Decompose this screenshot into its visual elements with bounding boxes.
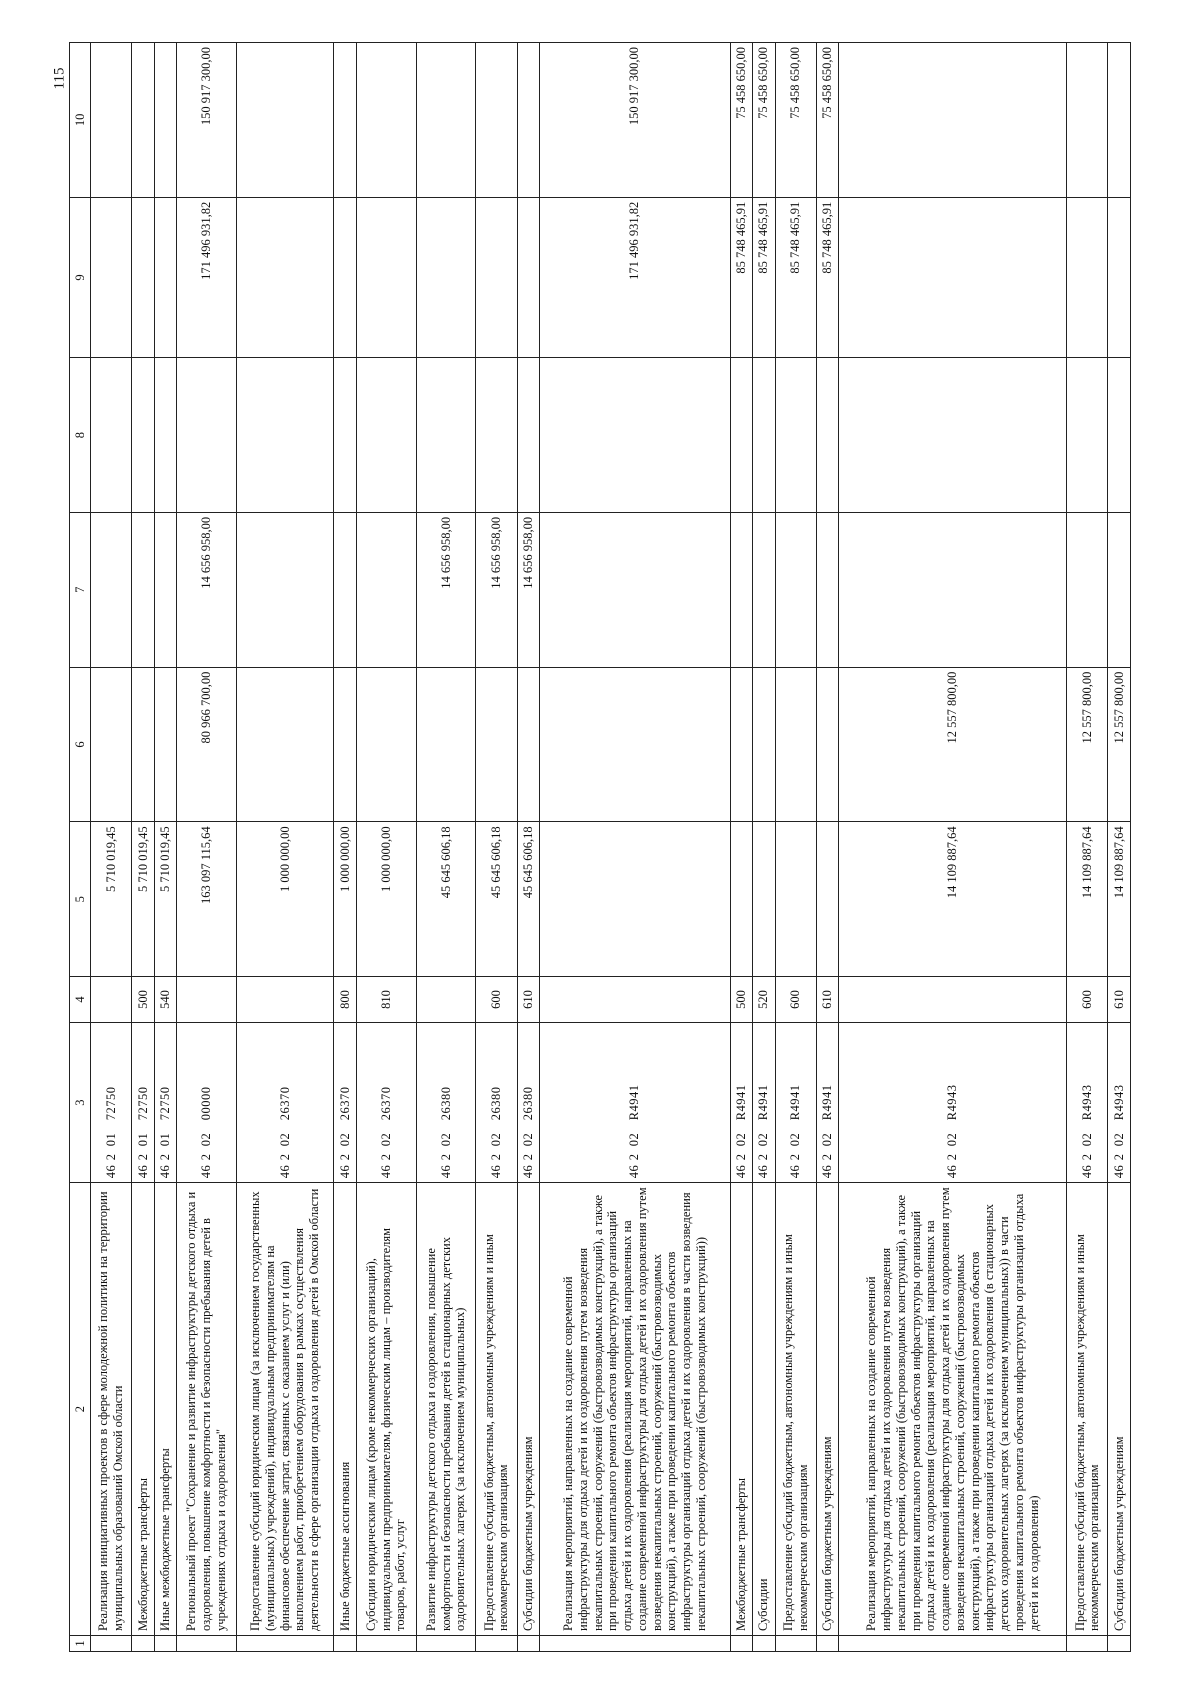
row-code xyxy=(775,1022,816,1182)
row-marker-cell xyxy=(334,1635,356,1651)
row-code-part: 02 xyxy=(199,1132,214,1147)
row-amount-c10: 75 458 650,00 xyxy=(753,43,775,198)
row-code-part: R4941 xyxy=(756,1084,771,1121)
row-code-part: 46 xyxy=(158,1164,172,1179)
table-row xyxy=(91,43,132,1652)
row-code-part: 46 xyxy=(438,1164,453,1179)
row-amount-c7 xyxy=(775,512,816,667)
row-code-part: 02 xyxy=(788,1132,803,1147)
row-code-part: 02 xyxy=(734,1132,748,1147)
row-amount-c10 xyxy=(334,43,356,198)
row-expense-type xyxy=(236,977,333,1023)
table-row xyxy=(416,43,476,1652)
row-amount-c6 xyxy=(775,667,816,822)
row-code xyxy=(334,1022,356,1182)
row-amount-c10 xyxy=(154,43,176,198)
row-code-part: 02 xyxy=(378,1132,393,1147)
row-amount-c7 xyxy=(91,512,132,667)
row-name: Развитие инфраструктуры детского отдыха и оздоровления, повышение комфортности и безопасности пребывания детей в стационарных детских оздоровительных лагерях (за исключением муниципальных) xyxy=(416,1183,476,1636)
row-code-part: 46 xyxy=(489,1164,504,1179)
table-row xyxy=(132,43,154,1652)
row-code-part: 2 xyxy=(158,1153,172,1161)
table-row xyxy=(816,43,838,1652)
table-row xyxy=(1108,43,1131,1652)
row-amount-c7: 14 656 958,00 xyxy=(177,512,237,667)
row-code-part: 02 xyxy=(945,1132,960,1147)
row-expense-type: 600 xyxy=(1067,977,1108,1023)
row-code-part: 2 xyxy=(378,1153,393,1161)
row-amount-c5: 45 645 606,18 xyxy=(476,822,517,977)
row-marker-cell xyxy=(416,1635,476,1651)
row-expense-type: 600 xyxy=(476,977,517,1023)
row-code-part: 46 xyxy=(135,1164,150,1179)
row-code-part: 46 xyxy=(103,1164,118,1179)
row-marker-cell xyxy=(753,1635,775,1651)
column-number-2: 2 xyxy=(70,1183,91,1636)
row-code-part: 46 xyxy=(756,1164,771,1179)
row-amount-c5: 163 097 115,64 xyxy=(177,822,237,977)
row-amount-c6 xyxy=(476,667,517,822)
row-code xyxy=(839,1022,1067,1182)
column-number-row xyxy=(70,43,91,1652)
row-amount-c8 xyxy=(839,358,1067,513)
row-amount-c5: 14 109 887,64 xyxy=(839,822,1067,977)
row-amount-c8 xyxy=(416,358,476,513)
row-code xyxy=(154,1022,176,1182)
row-code-part: 46 xyxy=(199,1164,214,1179)
row-amount-c9 xyxy=(236,197,333,357)
column-number-5: 5 xyxy=(70,822,91,977)
row-amount-c9 xyxy=(416,197,476,357)
row-code-part: 46 xyxy=(945,1164,960,1179)
row-amount-c7 xyxy=(753,512,775,667)
row-marker-cell xyxy=(730,1635,752,1651)
row-code-part: 2 xyxy=(520,1153,535,1161)
row-amount-c5: 45 645 606,18 xyxy=(517,822,539,977)
row-amount-c5: 5 710 019,45 xyxy=(132,822,154,977)
row-code-part: 2 xyxy=(438,1153,453,1161)
row-code-part: 01 xyxy=(158,1132,172,1147)
row-amount-c7 xyxy=(839,512,1067,667)
table-row xyxy=(540,43,731,1652)
row-code-part: R4941 xyxy=(820,1084,835,1121)
column-number-3: 3 xyxy=(70,1022,91,1182)
row-code-part: 26380 xyxy=(520,1086,535,1121)
row-name: Субсидии xyxy=(753,1183,775,1636)
row-name: Реализация мероприятий, направленных на создание современной инфраструктуры для отдыха детей и их оздоровления путем возведения некапитальных строений, сооружений (быстровозводимых конструкций), а также при проведении капитального ремонта объектов инфраструктуры организаций отдыха детей и их оздоровления (реализация мероприятий, направленных на создание современной инфраструктуры для отдыха детей и их оздоровления путем возведения некапитальных строений, сооружений (быстровозводимых конструкций), а также при проведении капитального ремонта объектов инфраструктуры организаций отдыха детей и их оздоровления (в стационарных детских оздоровительных лагерях (за исключением муниципальных)) в части проведения капитального ремонта объектов инфраструктуры организаций отдыха детей и их оздоровления) xyxy=(839,1183,1067,1636)
row-code-part: 46 xyxy=(820,1164,835,1179)
row-marker-cell xyxy=(132,1635,154,1651)
row-code-part: 46 xyxy=(378,1164,393,1179)
row-code xyxy=(132,1022,154,1182)
row-amount-c6 xyxy=(236,667,333,822)
row-code xyxy=(356,1022,416,1182)
row-code-part: 46 xyxy=(277,1164,292,1179)
row-code-part: 2 xyxy=(820,1153,835,1161)
table-row xyxy=(177,43,237,1652)
row-code-part: 02 xyxy=(520,1132,535,1147)
row-marker-cell xyxy=(154,1635,176,1651)
row-code-part: 02 xyxy=(438,1132,453,1147)
row-code-part: 72750 xyxy=(103,1086,118,1121)
row-amount-c8 xyxy=(775,358,816,513)
row-code-part: 26370 xyxy=(277,1086,292,1121)
row-amount-c9 xyxy=(356,197,416,357)
row-code xyxy=(177,1022,237,1182)
row-code-part: 02 xyxy=(337,1132,352,1147)
table-row xyxy=(775,43,816,1652)
table-row xyxy=(753,43,775,1652)
row-name: Межбюджетные трансферты xyxy=(132,1183,154,1636)
row-amount-c5: 1 000 000,00 xyxy=(356,822,416,977)
row-amount-c6 xyxy=(517,667,539,822)
table-row xyxy=(154,43,176,1652)
row-code-part: 46 xyxy=(788,1164,803,1179)
row-code-part: 02 xyxy=(277,1132,292,1147)
row-code-part: 2 xyxy=(103,1153,118,1161)
row-amount-c6: 12 557 800,00 xyxy=(1067,667,1108,822)
row-amount-c9: 85 748 465,91 xyxy=(730,197,752,357)
row-code-part: 46 xyxy=(1111,1164,1126,1179)
row-expense-type xyxy=(177,977,237,1023)
row-code xyxy=(540,1022,731,1182)
row-amount-c6 xyxy=(91,667,132,822)
table-row xyxy=(517,43,539,1652)
row-code-part: 2 xyxy=(1079,1153,1094,1161)
row-code-part: 2 xyxy=(199,1153,214,1161)
row-amount-c5: 1 000 000,00 xyxy=(334,822,356,977)
row-amount-c8 xyxy=(540,358,731,513)
row-amount-c8 xyxy=(517,358,539,513)
row-amount-c8 xyxy=(1067,358,1108,513)
row-name: Предоставление субсидий бюджетным, автономным учреждениям и иным некоммерческим организациям xyxy=(1067,1183,1108,1636)
row-code-part: 2 xyxy=(337,1153,352,1161)
row-amount-c9 xyxy=(132,197,154,357)
row-amount-c10: 75 458 650,00 xyxy=(730,43,752,198)
row-name: Региональный проект "Сохранение и развитие инфраструктуры детского отдыха и оздоровления, повышение комфортности и безопасности пребывания детей в учреждениях отдыха и оздоровления" xyxy=(177,1183,237,1636)
row-code-part: 26370 xyxy=(337,1086,352,1121)
row-amount-c6 xyxy=(356,667,416,822)
row-name: Субсидии бюджетным учреждениям xyxy=(816,1183,838,1636)
row-code-part: R4943 xyxy=(945,1084,960,1121)
row-code-part: 00000 xyxy=(199,1086,214,1121)
row-amount-c8 xyxy=(753,358,775,513)
row-amount-c9 xyxy=(154,197,176,357)
row-code-part: 2 xyxy=(135,1153,150,1161)
row-code-part: 72750 xyxy=(135,1086,150,1121)
row-expense-type xyxy=(540,977,731,1023)
row-code-part: 2 xyxy=(277,1153,292,1161)
row-amount-c7 xyxy=(1108,512,1131,667)
row-amount-c6 xyxy=(753,667,775,822)
row-code-part: 46 xyxy=(1079,1164,1094,1179)
row-expense-type: 540 xyxy=(154,977,176,1023)
row-amount-c8 xyxy=(91,358,132,513)
table-row xyxy=(236,43,333,1652)
row-amount-c5: 45 645 606,18 xyxy=(416,822,476,977)
page-number: 115 xyxy=(51,67,68,90)
row-marker-cell xyxy=(540,1635,731,1651)
row-amount-c10 xyxy=(476,43,517,198)
row-amount-c10 xyxy=(839,43,1067,198)
row-amount-c9 xyxy=(517,197,539,357)
row-amount-c9: 85 748 465,91 xyxy=(775,197,816,357)
row-code-part: R4943 xyxy=(1079,1084,1094,1121)
row-code-part: 46 xyxy=(734,1164,748,1179)
row-code-part: 2 xyxy=(756,1153,771,1161)
row-expense-type: 610 xyxy=(517,977,539,1023)
row-marker-cell xyxy=(775,1635,816,1651)
column-number-8: 8 xyxy=(70,358,91,513)
row-expense-type: 810 xyxy=(356,977,416,1023)
row-amount-c7 xyxy=(816,512,838,667)
row-name: Иные межбюджетные трансферты xyxy=(154,1183,176,1636)
row-marker-cell xyxy=(839,1635,1067,1651)
row-amount-c7 xyxy=(132,512,154,667)
row-code-part: 02 xyxy=(627,1132,642,1147)
row-code-part: 02 xyxy=(820,1132,835,1147)
row-code-part: 2 xyxy=(627,1153,642,1161)
row-amount-c9 xyxy=(476,197,517,357)
row-marker-cell xyxy=(1108,1635,1131,1651)
row-expense-type: 500 xyxy=(132,977,154,1023)
table-row xyxy=(356,43,416,1652)
row-amount-c7 xyxy=(1067,512,1108,667)
row-code-part: 2 xyxy=(945,1153,960,1161)
row-code xyxy=(753,1022,775,1182)
column-number-9: 9 xyxy=(70,197,91,357)
row-expense-type: 610 xyxy=(816,977,838,1023)
row-code xyxy=(730,1022,752,1182)
row-code-part: 02 xyxy=(1111,1132,1126,1147)
row-amount-c9: 85 748 465,91 xyxy=(753,197,775,357)
row-amount-c5: 14 109 887,64 xyxy=(1067,822,1108,977)
row-code-part: 02 xyxy=(756,1132,771,1147)
row-marker-cell xyxy=(91,1635,132,1651)
row-amount-c9 xyxy=(1067,197,1108,357)
row-amount-c6 xyxy=(334,667,356,822)
row-code-part: 2 xyxy=(734,1153,748,1161)
row-code-part: R4941 xyxy=(734,1084,748,1121)
row-code xyxy=(517,1022,539,1182)
row-code-part: 01 xyxy=(103,1132,118,1147)
row-name: Реализация инициативных проектов в сфере молодежной политики на территории муниципальных образований Омской области xyxy=(91,1183,132,1636)
row-amount-c8 xyxy=(236,358,333,513)
row-amount-c6 xyxy=(416,667,476,822)
row-code xyxy=(816,1022,838,1182)
row-code-part: 46 xyxy=(337,1164,352,1179)
column-number-7: 7 xyxy=(70,512,91,667)
row-code xyxy=(1067,1022,1108,1182)
row-code-part: R4941 xyxy=(788,1084,803,1121)
row-amount-c5: 5 710 019,45 xyxy=(154,822,176,977)
row-name: Субсидии бюджетным учреждениям xyxy=(1108,1183,1131,1636)
row-expense-type xyxy=(416,977,476,1023)
row-amount-c9 xyxy=(839,197,1067,357)
row-amount-c8 xyxy=(154,358,176,513)
row-amount-c8 xyxy=(334,358,356,513)
row-name: Межбюджетные трансферты xyxy=(730,1183,752,1636)
row-amount-c5 xyxy=(753,822,775,977)
row-amount-c6: 12 557 800,00 xyxy=(839,667,1067,822)
row-marker-cell xyxy=(356,1635,416,1651)
row-amount-c10 xyxy=(1067,43,1108,198)
row-code-part: 26370 xyxy=(378,1086,393,1121)
row-expense-type: 500 xyxy=(730,977,752,1023)
row-amount-c10: 75 458 650,00 xyxy=(816,43,838,198)
column-number-6: 6 xyxy=(70,667,91,822)
row-amount-c7 xyxy=(236,512,333,667)
row-amount-c8 xyxy=(356,358,416,513)
row-code-part: 46 xyxy=(520,1164,535,1179)
row-name: Субсидии бюджетным учреждениям xyxy=(517,1183,539,1636)
row-code-part: 02 xyxy=(1079,1132,1094,1147)
row-expense-type: 800 xyxy=(334,977,356,1023)
row-code xyxy=(476,1022,517,1182)
row-amount-c6 xyxy=(154,667,176,822)
row-name: Реализация мероприятий, направленных на создание современной инфраструктуры для отдыха детей и их оздоровления путем возведения некапитальных строений, сооружений (быстровозводимых конструкций), а также при проведении капитального ремонта объектов инфраструктуры организаций отдыха детей и их оздоровления (реализация мероприятий, направленных на создание современной инфраструктуры для отдыха детей и их оздоровления путем возведения некапитальных строений, сооружений (быстровозводимых конструкций), а также при проведении капитального ремонта объектов инфраструктуры организаций отдыха детей и их оздоровления в части возведения некапитальных строений, сооружений (быстровозводимых конструкций)) xyxy=(540,1183,731,1636)
row-amount-c7 xyxy=(334,512,356,667)
row-amount-c5 xyxy=(816,822,838,977)
row-code xyxy=(416,1022,476,1182)
row-expense-type: 600 xyxy=(775,977,816,1023)
table-row xyxy=(839,43,1067,1652)
row-name: Иные бюджетные ассигнования xyxy=(334,1183,356,1636)
row-amount-c5 xyxy=(730,822,752,977)
row-amount-c9 xyxy=(1108,197,1131,357)
row-amount-c7 xyxy=(154,512,176,667)
row-amount-c6 xyxy=(540,667,731,822)
row-amount-c10 xyxy=(517,43,539,198)
row-code xyxy=(236,1022,333,1182)
row-marker-cell xyxy=(517,1635,539,1651)
row-amount-c6 xyxy=(816,667,838,822)
row-name: Предоставление субсидий бюджетным, автономным учреждениям и иным некоммерческим организациям xyxy=(775,1183,816,1636)
row-amount-c8 xyxy=(476,358,517,513)
row-amount-c9 xyxy=(91,197,132,357)
row-amount-c10 xyxy=(1108,43,1131,198)
row-amount-c8 xyxy=(132,358,154,513)
budget-table-sheet xyxy=(69,42,1131,1652)
row-name: Предоставление субсидий бюджетным, автономным учреждениям и иным некоммерческим организациям xyxy=(476,1183,517,1636)
row-amount-c5: 5 710 019,45 xyxy=(91,822,132,977)
row-code xyxy=(1108,1022,1131,1182)
row-code-part: 26380 xyxy=(489,1086,504,1121)
row-marker-cell xyxy=(1067,1635,1108,1651)
table-body xyxy=(91,43,1131,1652)
row-marker-cell xyxy=(476,1635,517,1651)
row-amount-c7 xyxy=(356,512,416,667)
row-amount-c8 xyxy=(816,358,838,513)
row-expense-type: 520 xyxy=(753,977,775,1023)
row-amount-c7: 14 656 958,00 xyxy=(476,512,517,667)
row-code-part: R4941 xyxy=(627,1084,642,1121)
row-amount-c10 xyxy=(416,43,476,198)
row-amount-c7 xyxy=(540,512,731,667)
row-amount-c5 xyxy=(540,822,731,977)
table-row xyxy=(334,43,356,1652)
row-amount-c10: 150 917 300,00 xyxy=(177,43,237,198)
row-expense-type xyxy=(839,977,1067,1023)
row-code-part: 01 xyxy=(135,1132,150,1147)
row-amount-c8 xyxy=(730,358,752,513)
row-amount-c6: 80 966 700,00 xyxy=(177,667,237,822)
row-amount-c7 xyxy=(730,512,752,667)
row-marker-cell xyxy=(236,1635,333,1651)
row-amount-c9 xyxy=(334,197,356,357)
row-amount-c10: 75 458 650,00 xyxy=(775,43,816,198)
row-marker-cell xyxy=(177,1635,237,1651)
row-amount-c10 xyxy=(236,43,333,198)
row-amount-c6: 12 557 800,00 xyxy=(1108,667,1131,822)
row-amount-c9: 85 748 465,91 xyxy=(816,197,838,357)
row-amount-c7: 14 656 958,00 xyxy=(517,512,539,667)
row-amount-c6 xyxy=(132,667,154,822)
table-row xyxy=(1067,43,1108,1652)
table-row xyxy=(730,43,752,1652)
row-amount-c5 xyxy=(775,822,816,977)
row-code-part: 2 xyxy=(1111,1153,1126,1161)
row-name: Предоставление субсидий юридическим лицам (за исключением государственных (муниципальных) учреждений), индивидуальным предпринимателям на финансовое обеспечение затрат, связанных с оказанием услуг и (или) выполнением работ, приобретением оборудования в рамках осуществления деятельности в сфере организации отдыха и оздоровления детей в Омской области xyxy=(236,1183,333,1636)
row-expense-type xyxy=(91,977,132,1023)
row-amount-c8 xyxy=(177,358,237,513)
row-code-part: 2 xyxy=(489,1153,504,1161)
row-amount-c6 xyxy=(730,667,752,822)
row-name: Субсидии юридическим лицам (кроме некоммерческих организаций), индивидуальным предпринимателям, физическим лицам – производителям товаров, работ, услуг xyxy=(356,1183,416,1636)
row-code-part: 72750 xyxy=(158,1086,172,1121)
row-code-part: 46 xyxy=(627,1164,642,1179)
row-code-part: 02 xyxy=(489,1132,504,1147)
row-amount-c9: 171 496 931,82 xyxy=(177,197,237,357)
row-amount-c10 xyxy=(91,43,132,198)
row-code-part: 26380 xyxy=(438,1086,453,1121)
row-amount-c7: 14 656 958,00 xyxy=(416,512,476,667)
row-amount-c5: 1 000 000,00 xyxy=(236,822,333,977)
row-amount-c10: 150 917 300,00 xyxy=(540,43,731,198)
row-code-part: R4943 xyxy=(1111,1084,1126,1121)
column-number-1: 1 xyxy=(70,1635,91,1651)
row-amount-c10 xyxy=(356,43,416,198)
row-amount-c10 xyxy=(132,43,154,198)
column-number-10: 10 xyxy=(70,43,91,198)
budget-table xyxy=(69,42,1131,1652)
row-marker-cell xyxy=(816,1635,838,1651)
row-amount-c5: 14 109 887,64 xyxy=(1108,822,1131,977)
row-code xyxy=(91,1022,132,1182)
row-code-part: 2 xyxy=(788,1153,803,1161)
row-expense-type: 610 xyxy=(1108,977,1131,1023)
row-amount-c8 xyxy=(1108,358,1131,513)
table-row xyxy=(476,43,517,1652)
row-amount-c9: 171 496 931,82 xyxy=(540,197,731,357)
column-number-4: 4 xyxy=(70,977,91,1023)
